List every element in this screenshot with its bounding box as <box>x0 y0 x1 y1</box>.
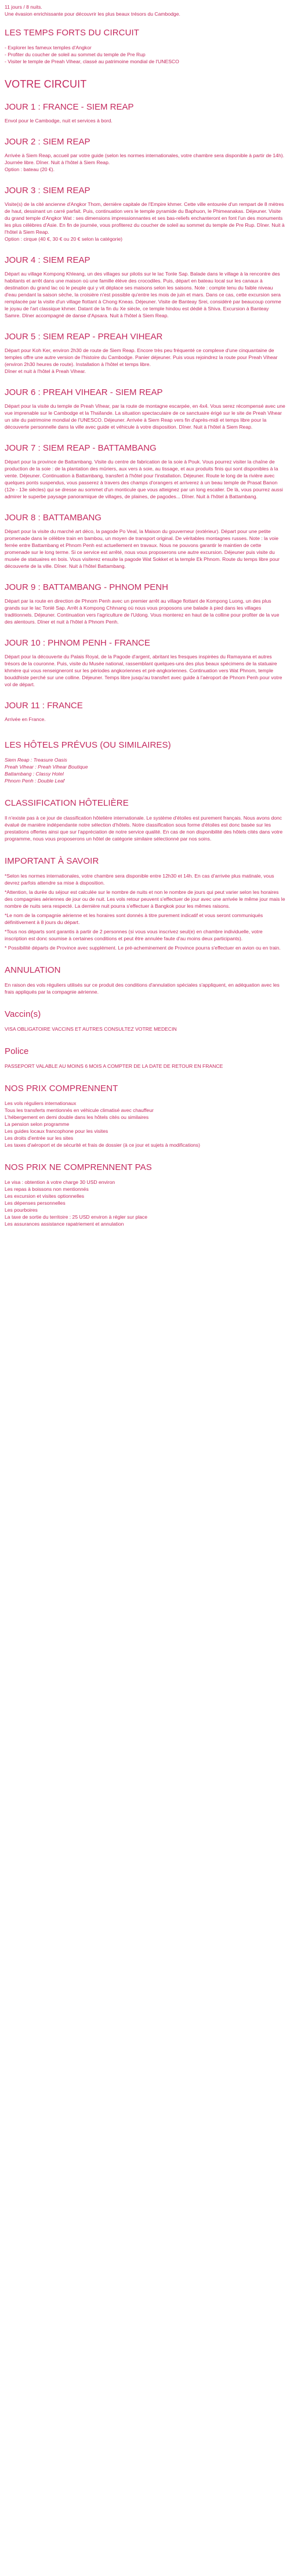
day-title: JOUR 6 : PREAH VIHEAR - SIEM REAP <box>5 387 163 397</box>
highlight-item: - Explorer les fameux temples d'Angkor <box>5 45 92 50</box>
police-title: Police <box>5 1046 29 1056</box>
day-2 <box>5 137 285 173</box>
excluded-item: La taxe de sortie du territoire : 25 USD environ à régler sur place <box>5 1214 148 1220</box>
included-section <box>5 1084 285 1148</box>
day-text: Arrivée à Siem Reap, accueil par votre guide (selon les normes internationales, votre chambre sera disponible à partir de 14h). Journée libre. Dîner. Nuit à l'hôtel à Siem Reap. Option : bateau (20 €). <box>5 153 284 172</box>
highlight-item: - Visiter le temple de Preah Vihear, classé au patrimoine mondial de l'UNESCO <box>5 59 179 64</box>
duration-text: 11 jours / 8 nuits. <box>5 4 42 10</box>
included-item: Tous les transferts mentionnés en véhicule climatisé avec chauffeur <box>5 1107 154 1113</box>
day-text: Départ au village Kompong Khleang, un des villages sur pilotis sur le lac Tonle Sap. Balade dans le village à la rencontre des habitants et arrêt dans une maison où une famille élève des crocodiles. Puis, départ en bateau local sur les canaux à destination du grand lac où le peuple qui y vit déplace ses maisons selon les saisons. Note : compte tenu du faible niveau d'eau pendant la saison sèche, la croisière n'est possible qu'entre les mois de juin et mars. Dans ce cas, cette excursion sera remplacée par la visite d'un village flottant à Chong Kneas. Déjeuner. Visite de Banteay Srei, considéré par beaucoup comme le joyau de l'art classique khmer. Datant de la fin du Xe siècle, ce temple hindou est dédié à Shiva. Excursion à Banteay Samre. Dîner accompagné de danse d'Apsara. Nuit à l'hôtel à Siem Reap. <box>5 271 281 318</box>
annulation-title: ANNULATION <box>5 965 61 975</box>
vaccins-section <box>5 1009 285 1032</box>
hotels-section <box>5 740 285 784</box>
hotels-title: LES HÔTELS PRÉVUS (OU SIMILAIRES) <box>5 740 171 750</box>
included-title: NOS PRIX COMPRENNENT <box>5 1084 118 1093</box>
day-title: JOUR 4 : SIEM REAP <box>5 255 90 265</box>
day-1 <box>5 102 285 124</box>
included-item: La pension selon programme <box>5 1121 70 1127</box>
important-paragraph: *Tous nos départs sont garantis à partir de 2 personnes (si vous vous inscrivez seul(e) en chambre individuelle, votre inscription est donc soumise à certaines conditions et peut être annulée faute d'au moins deux participants). <box>5 929 263 941</box>
day-title: JOUR 5 : SIEM REAP - PREAH VIHEAR <box>5 332 163 342</box>
excluded-item: Les excursion et visites optionnelles <box>5 1193 85 1199</box>
day-text: Visite(s) de la cité ancienne d'Angkor Thom, dernière capitale de l'Empire khmer. Cette ville entourée d'un rempart de 8 mètres de haut, dessinant un carré parfait. Puis, continuation vers le temple pyramide du Baphuon, le Phimeanakas. Déjeuner. Visite du grand temple d'Angkor Wat : ses dimensions impressionnantes et ses bas-reliefs enchanteront en font l'un des monuments les plus célèbres d'Asie. En fin de journée, vous profiterez du coucher de soleil au sommet du temple de Pre Rup. Dîner. Nuit à l'hôtel à Siem Reap. Option : cirque (40 €, 30 € ou 20 € selon la catégorie) <box>5 201 285 242</box>
included-item: Les droits d'entrée sur les sites <box>5 1135 74 1141</box>
important-paragraph: *Attention, la durée du séjour est calculée sur le nombre de nuits et non le nombre de jours qui peut varier selon les horaires des compagnies aériennes de jour ou de nuit. Les vols retour peuvent s'effectuer de jour avec une arrivée le même jour mais le nombre de nuits sera respecté. La dernière nuit pourra s'effectuer à Bangkok pour les mêmes raisons. <box>5 889 285 909</box>
day-text: Arrivée en France. <box>5 716 46 722</box>
hotel-item: Phnom Penh : Double Leaf <box>5 778 65 784</box>
important-paragraph: *Le nom de la compagnie aérienne et les horaires sont donnés à titre purement indicatif et vous seront communiqués définitivement à 8 jours du départ. <box>5 912 263 925</box>
vaccins-text: VISA OBLIGATOIRE VACCINS ET AUTRES CONSULTEZ VOTRE MEDECIN <box>5 1026 177 1032</box>
important-paragraph: *Selon les normes internationales, votre chambre sera disponible entre 12h30 et 14h. En cas d'arrivée plus matinale, vous devrez parfois attendre sa mise à disposition. <box>5 873 274 886</box>
hotel-item: Siem Reap : Treasure Oasis <box>5 757 67 763</box>
excluded-title: NOS PRIX NE COMPRENNENT PAS <box>5 1162 152 1172</box>
itinerary-section <box>5 79 285 723</box>
excluded-item: Les assurances assistance rapatriement et annulation <box>5 1221 124 1227</box>
annulation-section <box>5 965 285 995</box>
classification-text: Il n'existe pas à ce jour de classification hôtelière internationale. Le système d'étoiles est purement français. Nous avons donc évalué de manière indépendante notre sélection d'hôtels. Notre classification sous forme d'étoiles est donc basée sur les prestations offertes ainsi que sur l'appréciation de notre service qualité. En cas de non disponibilité des hôtels cités dans votre programme, nous vous proposerons un hôtel de catégorie similaire sélectionné par nos soins. <box>5 815 283 842</box>
important-paragraph: * Possibilité départs de Province avec supplément. Le pré-acheminement de Province pourra s'effectuer en avion ou en train. <box>5 945 281 951</box>
included-item: Les vols réguliers internationaux <box>5 1100 77 1106</box>
page <box>0 0 290 1227</box>
day-text: Envol pour le Cambodge, nuit et services à bord. <box>5 118 113 124</box>
excluded-item: Les pourboires <box>5 1207 38 1213</box>
hotel-item: Preah Vihear : Preah Vihear Boutique <box>5 764 88 770</box>
included-item: Les guides locaux francophone pour les visites <box>5 1128 108 1134</box>
day-title: JOUR 8 : BATTAMBANG <box>5 513 102 523</box>
day-8 <box>5 513 285 570</box>
intro <box>5 3 285 17</box>
important-title: IMPORTANT À SAVOIR <box>5 856 99 866</box>
excluded-item: Les dépenses personnelles <box>5 1200 66 1206</box>
vaccins-title: Vaccin(s) <box>5 1009 41 1019</box>
police-text: PASSEPORT VALABLE AU MOINS 6 MOIS A COMPTER DE LA DATE DE RETOUR EN FRANCE <box>5 1063 223 1069</box>
classification-section <box>5 798 285 842</box>
day-7 <box>5 443 285 500</box>
day-title: JOUR 1 : FRANCE - SIEM REAP <box>5 102 134 112</box>
excluded-item: Les repas à boissons non mentionnés <box>5 1186 89 1192</box>
excluded-item: Le visa : obtention à votre charge 30 USD environ <box>5 1179 115 1185</box>
highlight-item: - Profiter du coucher de soleil au sommet du temple de Pre Rup <box>5 52 146 57</box>
police-section <box>5 1046 285 1070</box>
day-title: JOUR 9 : BATTAMBANG - PHNOM PENH <box>5 582 168 592</box>
highlights-title: LES TEMPS FORTS DU CIRCUIT <box>5 28 140 38</box>
day-text: Départ pour la visite du temple de Preah Vihear, par la route de montagne escarpée, en 4x4. Vous serez récompensé avec une vue imprenable sur le Cambodge et la Thaïlande. La situation spectaculaire de ce sanctuaire érigé sur le site de Preah Vihear un site du patrimoine mondial de l'UNESCO. Déjeuner. Arrivée à Siem Reap vers fin d'après-midi et temps libre pour la découverte personnelle dans la ville avec guide et véhicule à votre disposition. Dîner. Nuit à l'hôtel à Siem Reap. <box>5 403 285 430</box>
included-item: Les taxes d'aéroport et de sécurité et frais de dossier (à ce jour et sujets à modifications) <box>5 1142 200 1148</box>
excluded-section <box>5 1162 285 1227</box>
included-item: L'hébergement en demi double dans les hôtels cités ou similaires <box>5 1114 149 1120</box>
day-title: JOUR 7 : SIEM REAP - BATTAMBANG <box>5 443 157 453</box>
day-11 <box>5 701 285 723</box>
classification-title: CLASSIFICATION HÔTELIÈRE <box>5 798 129 808</box>
itinerary-title: VOTRE CIRCUIT <box>5 78 87 90</box>
annulation-text: En raison des vols réguliers utilisés sur ce produit des conditions d'annulation spéciales s'appliquent, en adéquation avec les frais appliqués par la compagnie aérienne. <box>5 982 280 995</box>
highlights-section <box>5 28 285 65</box>
day-text: Départ pour la province de Battambang. Visite du centre de fabrication de la soie à Pouk. Vous pourrez visiter la chaîne de production de la soie : de la plantation des mûriers, aux vers à soie, au tissage, et aux produits finis qui sont disponibles à la vente. Déjeuner. Continuation à Battambang, transfert à l'hôtel pour l'installation. Déjeuner. Route le long de la rivière avec quelques ponts suspendus, vous passerez à travers des champs d'orangers et arriverez à un beau temple de Prasat Banon (12e - 13e siècles) qui se dresse au sommet d'un monticule que vous atteignez par un long escalier. De là, vous pourrez aussi admirer le superbe paysage panoramique de villages, de plaines, de pagodes... Dîner. Nuit à l'hôtel à Battambang. <box>5 459 283 499</box>
important-section <box>5 856 285 951</box>
day-6 <box>5 387 285 430</box>
day-title: JOUR 10 : PHNOM PENH - FRANCE <box>5 638 150 648</box>
day-title: JOUR 2 : SIEM REAP <box>5 137 90 147</box>
day-4 <box>5 255 285 319</box>
day-10 <box>5 638 285 688</box>
day-text: Départ pour la découverte du Palais Royal, de la Pagode d'argent, abritant les fresques inspirées du Ramayana et autres trésors de la couronne. Puis, visite du Musée national, rassemblant quelques-uns des plus beaux spécimens de la statuaire khmère qui vous renseigneront sur les périodes angkoriennes et pré-angkoriennes. Continuation vers Wat Phnom, temple bouddhiste perché sur une colline. Déjeuner. Temps libre jusqu'au transfert avec guide à l'aéroport de Phnom Penh pour votre vol de départ. <box>5 654 282 687</box>
day-title: JOUR 11 : FRANCE <box>5 701 83 711</box>
intro-text: Une évasion enrichissante pour découvrir les plus beaux trésors du Cambodge. <box>5 11 180 17</box>
day-9 <box>5 582 285 625</box>
day-text: Départ pour la visite du marché art déco, la pagode Po Veal, la Maison du gouverneur (extérieur). Départ pour une petite promenade dans le célèbre train en bambou, un moyen de transport original. De véritables montagnes russes. Note : la voie ferrée entre Battambang et Phnom Penh est actuellement en travaux. Nous ne pouvons garantir le maintien de cette promenade sur le long terme. Si ce service est arrêté, nous vous proposerons une autre excursion. Déjeuner puis visite du musée de statuaires en bois. Vous visiterez ensuite la pagode Wat Sokket et la temple Ek Phnom. Route du temps libre pour découverte de la ville. Dîner. Nuit à l'hôtel Battambang. <box>5 528 280 569</box>
day-text: Départ pour Koh Ker, environ 2h30 de route de Siem Reap. Encore très peu fréquenté ce complexe d'une cinquantaine de temples offre une autre version de l'histoire du Cambodge. Panier déjeuner. Puis vous rejoindrez la route pour Preah Vihear (environ 2h30 heures de route). Installation à l'hôtel et temps libre. Dîner et nuit à l'hôtel à Preah Vihear. <box>5 347 278 374</box>
day-5 <box>5 332 285 375</box>
day-3 <box>5 186 285 242</box>
hotel-item: Battambang : Classy Hotel <box>5 771 64 777</box>
day-title: JOUR 3 : SIEM REAP <box>5 186 90 195</box>
day-text: Départ par la route en direction de Phnom Penh avec un premier arrêt au village flottant de Kompong Luong, un des plus grands sur le lac Tonlé Sap. Arrêt à Kompong Chhnang où nous vous proposons une balade à pied dans les villages traditionnels. Déjeuner. Continuation vers l'agriculture de l'Udong. Vous monterez en haut de la colline pour profiter de la vue des alentours. Dîner et nuit à l'hôtel à Phnom Penh. <box>5 598 280 625</box>
